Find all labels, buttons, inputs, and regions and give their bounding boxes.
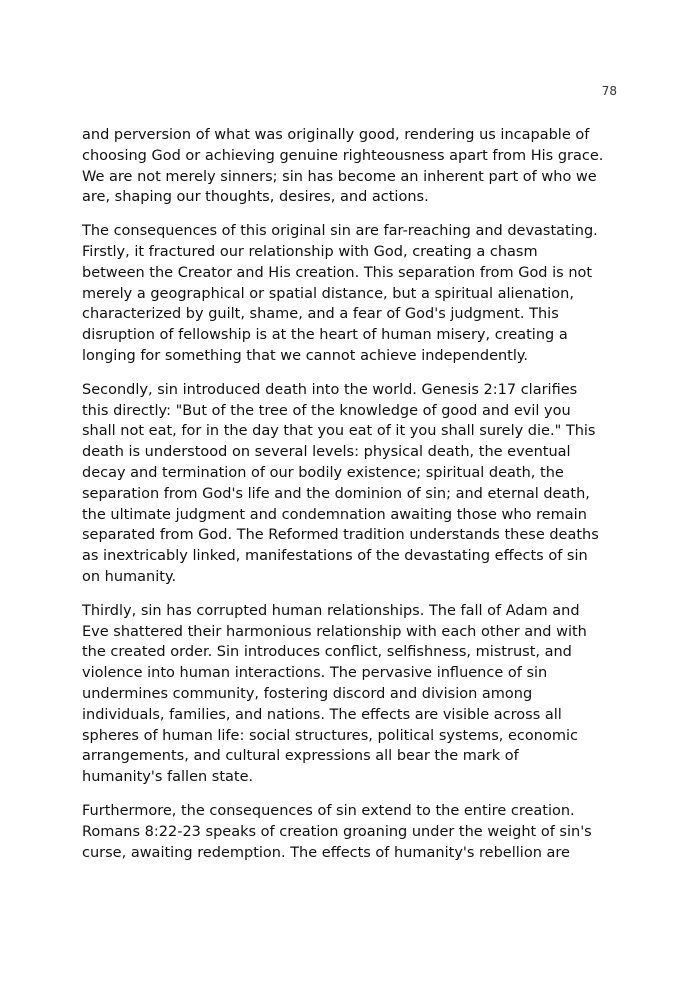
text-line: merely a geographical or spatial distance, but a spiritual alienation, [82, 285, 574, 302]
text-line: decay and termination of our bodily existence; spiritual death, the [82, 464, 564, 481]
text-line: Thirdly, sin has corrupted human relationships. The fall of Adam and [82, 602, 580, 619]
text-line: and perversion of what was originally good, rendering us incapable of [82, 127, 590, 143]
text-line: violence into human interactions. The pervasive influence of sin [82, 665, 548, 682]
text-line: Eve shattered their harmonious relationship with each other and with [82, 623, 587, 640]
text-line: Furthermore, the consequences of sin extend to the entire creation. [82, 802, 575, 819]
text-line: characterized by guilt, shame, and a fear of God's judgment. This [82, 306, 559, 323]
text-line: Romans 8:22-23 speaks of creation groaning under the weight of sin's [82, 823, 592, 840]
text-line: this directly: "But of the tree of the knowledge of good and evil you [82, 402, 571, 419]
page-number: 78 [601, 84, 617, 98]
text-line: choosing God or achieving genuine righteousness apart from His grace. [82, 147, 604, 164]
text-line: longing for something that we cannot achieve independently. [82, 347, 529, 364]
text-line: The consequences of this original sin are far-reaching and devastating. [82, 223, 598, 240]
body-text [82, 125, 622, 876]
paragraph-1 [82, 125, 622, 208]
text-line: humanity's fallen state. [82, 769, 254, 786]
text-line: between the Creator and His creation. This separation from God is not [82, 264, 593, 281]
text-line: Secondly, sin introduced death into the world. Genesis 2:17 clarifies [82, 381, 578, 398]
text-line: spheres of human life: social structures, political systems, economic [82, 727, 578, 744]
text-line: are, shaping our thoughts, desires, and actions. [82, 189, 429, 206]
paragraph-4 [82, 601, 622, 788]
text-line: disruption of fellowship is at the heart of human misery, creating a [82, 327, 568, 344]
text-line: the created order. Sin introduces conflict, selfishness, mistrust, and [82, 644, 572, 661]
text-line: on humanity. [82, 568, 177, 585]
text-line: Firstly, it fractured our relationship with God, creating a chasm [82, 243, 538, 260]
paragraph-5 [82, 801, 622, 863]
text-line: undermines community, fostering discord and division among [82, 685, 533, 702]
paragraph-2 [82, 221, 622, 367]
text-line: individuals, families, and nations. The effects are visible across all [82, 706, 562, 723]
text-line: as inextricably linked, manifestations of the devastating effects of sin [82, 548, 588, 565]
text-line: We are not merely sinners; sin has become an inherent part of who we [82, 168, 597, 185]
text-line: the ultimate judgment and condemnation awaiting those who remain [82, 506, 587, 523]
text-line: arrangements, and cultural expressions all bear the mark of [82, 748, 519, 765]
text-line: separation from God's life and the dominion of sin; and eternal death, [82, 485, 590, 502]
text-line: curse, awaiting redemption. The effects of humanity's rebellion are [82, 844, 570, 861]
text-line: shall not eat, for in the day that you eat of it you shall surely die." This [82, 423, 596, 440]
text-line: separated from God. The Reformed tradition understands these deaths [82, 527, 599, 544]
paragraph-3 [82, 380, 622, 588]
text-line: death is understood on several levels: physical death, the eventual [82, 444, 571, 461]
